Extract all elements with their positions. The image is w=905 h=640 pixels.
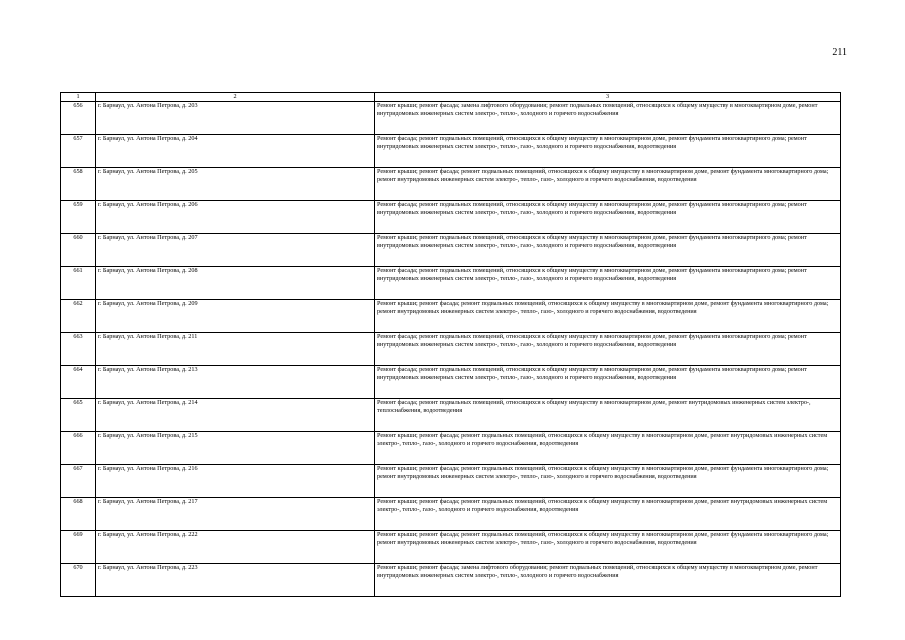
row-works: Ремонт фасада; ремонт подвальных помещений, относящихся к общему имуществу в многоквартирном доме, ремонт фундамента многоквартирного дома; ремонт внутридомовых инженерных систем электро-, тепло-, газо-, холодного и горячего водоснабжения, водоотведения — [375, 267, 841, 300]
row-address: г. Барнаул, ул. Антона Петрова, д. 208 — [96, 267, 375, 300]
row-number: 668 — [61, 498, 96, 531]
row-address: г. Барнаул, ул. Антона Петрова, д. 222 — [96, 531, 375, 564]
row-number: 657 — [61, 135, 96, 168]
row-works: Ремонт фасада; ремонт подвальных помещений, относящихся к общему имуществу в многоквартирном доме, ремонт фундамента многоквартирного дома; ремонт внутридомовых инженерных систем электро-, тепло-, газо-, холодного и горячего водоснабжения, водоотведения — [375, 333, 841, 366]
row-works: Ремонт крыши; ремонт фасада; ремонт подвальных помещений, относящихся к общему имуществу в многоквартирном доме, ремонт внутридомовых инженерных систем электро-, тепло-, газо-, холодного и горячего водоснабжения, водоотведения — [375, 432, 841, 465]
row-works: Ремонт крыши; ремонт фасада; ремонт подвальных помещений, относящихся к общему имуществу в многоквартирном доме, ремонт фундамента многоквартирного дома; ремонт внутридомовых инженерных систем электро-, тепло-, газо-, холодного и горячего водоснабжения, водоотведения — [375, 531, 841, 564]
row-works: Ремонт фасада; ремонт подвальных помещений, относящихся к общему имуществу в многоквартирном доме, ремонт фундамента многоквартирного дома; ремонт внутридомовых инженерных систем электро-, тепло-, газо-, холодного и горячего водоснабжения, водоотведения — [375, 135, 841, 168]
row-number: 665 — [61, 399, 96, 432]
row-number: 664 — [61, 366, 96, 399]
column-header-2: 2 — [96, 93, 375, 102]
row-address: г. Барнаул, ул. Антона Петрова, д. 211 — [96, 333, 375, 366]
row-number: 656 — [61, 102, 96, 135]
table-row — [61, 168, 841, 201]
row-works: Ремонт фасада; ремонт подвальных помещений, относящихся к общему имуществу в многоквартирном доме, ремонт фундамента многоквартирного дома; ремонт внутридомовых инженерных систем электро-, тепло-, газо-, холодного и горячего водоснабжения, водоотведения — [375, 201, 841, 234]
table-row — [61, 465, 841, 498]
row-address: г. Барнаул, ул. Антона Петрова, д. 206 — [96, 201, 375, 234]
row-works: Ремонт крыши; ремонт фасада; ремонт подвальных помещений, относящихся к общему имуществу в многоквартирном доме, ремонт фундамента многоквартирного дома; ремонт внутридомовых инженерных систем электро-, тепло-, газо-, холодного и горячего водоснабжения, водоотведения — [375, 168, 841, 201]
row-address: г. Барнаул, ул. Антона Петрова, д. 213 — [96, 366, 375, 399]
row-works: Ремонт фасада; ремонт подвальных помещений, относящихся к общему имуществу в многоквартирном доме, ремонт фундамента многоквартирного дома; ремонт внутридомовых инженерных систем электро-, тепло-, газо-, холодного и горячего водоснабжения, водоотведения — [375, 366, 841, 399]
row-number: 661 — [61, 267, 96, 300]
table-row — [61, 267, 841, 300]
table-row — [61, 531, 841, 564]
table-row — [61, 300, 841, 333]
row-number: 669 — [61, 531, 96, 564]
page-number: 211 — [832, 47, 847, 58]
row-address: г. Барнаул, ул. Антона Петрова, д. 203 — [96, 102, 375, 135]
table-row — [61, 432, 841, 465]
table-row — [61, 234, 841, 267]
table-row — [61, 333, 841, 366]
table-header-row — [61, 93, 841, 102]
row-works: Ремонт крыши; ремонт фасада; замена лифтового оборудования; ремонт подвальных помещений, относящихся к общему имуществу в многоквартирном доме, ремонт внутридомовых инженерных систем электро-, тепло-, холодного и горячего водоснабжения — [375, 102, 841, 135]
row-number: 662 — [61, 300, 96, 333]
row-address: г. Барнаул, ул. Антона Петрова, д. 204 — [96, 135, 375, 168]
column-header-1: 1 — [61, 93, 96, 102]
row-works: Ремонт крыши; ремонт фасада; ремонт подвальных помещений, относящихся к общему имуществу в многоквартирном доме, ремонт внутридомовых инженерных систем электро-, тепло-, газо-, холодного и горячего водоснабжения, водоотведения — [375, 498, 841, 531]
repair-table — [60, 92, 841, 597]
row-address: г. Барнаул, ул. Антона Петрова, д. 205 — [96, 168, 375, 201]
row-address: г. Барнаул, ул. Антона Петрова, д. 209 — [96, 300, 375, 333]
table-row — [61, 135, 841, 168]
row-number: 663 — [61, 333, 96, 366]
table-row — [61, 102, 841, 135]
row-number: 667 — [61, 465, 96, 498]
row-works: Ремонт крыши; ремонт фасада; замена лифтового оборудования; ремонт подвальных помещений, относящихся к общему имуществу в многоквартирном доме, ремонт внутридомовых инженерных систем электро-, тепло-, холодного и горячего водоснабжения — [375, 564, 841, 597]
row-address: г. Барнаул, ул. Антона Петрова, д. 216 — [96, 465, 375, 498]
row-works: Ремонт крыши; ремонт фасада; ремонт подвальных помещений, относящихся к общему имуществу в многоквартирном доме, ремонт фундамента многоквартирного дома; ремонт внутридомовых инженерных систем электро-, тепло-, газо-, холодного и горячего водоснабжения, водоотведения — [375, 465, 841, 498]
table-row — [61, 201, 841, 234]
row-number: 670 — [61, 564, 96, 597]
row-address: г. Барнаул, ул. Антона Петрова, д. 215 — [96, 432, 375, 465]
table-row — [61, 366, 841, 399]
table-row — [61, 498, 841, 531]
row-number: 659 — [61, 201, 96, 234]
row-works: Ремонт крыши; ремонт фасада; ремонт подвальных помещений, относящихся к общему имуществу в многоквартирном доме, ремонт фундамента многоквартирного дома; ремонт внутридомовых инженерных систем электро-, тепло-, газо-, холодного и горячего водоснабжения, водоотведения — [375, 300, 841, 333]
row-address: г. Барнаул, ул. Антона Петрова, д. 217 — [96, 498, 375, 531]
row-number: 660 — [61, 234, 96, 267]
row-number: 666 — [61, 432, 96, 465]
table-row — [61, 564, 841, 597]
column-header-3: 3 — [375, 93, 841, 102]
row-address: г. Барнаул, ул. Антона Петрова, д. 223 — [96, 564, 375, 597]
row-address: г. Барнаул, ул. Антона Петрова, д. 214 — [96, 399, 375, 432]
table-row — [61, 399, 841, 432]
row-works: Ремонт крыши; ремонт подвальных помещений, относящихся к общему имуществу в многоквартирном доме, ремонт фундамента многоквартирного дома; ремонт внутридомовых инженерных систем электро-, тепло-, газо-, холодного и горячего водоснабжения, водоотведения — [375, 234, 841, 267]
row-number: 658 — [61, 168, 96, 201]
row-address: г. Барнаул, ул. Антона Петрова, д. 207 — [96, 234, 375, 267]
row-works: Ремонт фасада; ремонт подвальных помещений, относящихся к общему имуществу в многоквартирном доме, ремонт внутридомовых инженерных систем электро-, теплоснабжения, водоотведения — [375, 399, 841, 432]
